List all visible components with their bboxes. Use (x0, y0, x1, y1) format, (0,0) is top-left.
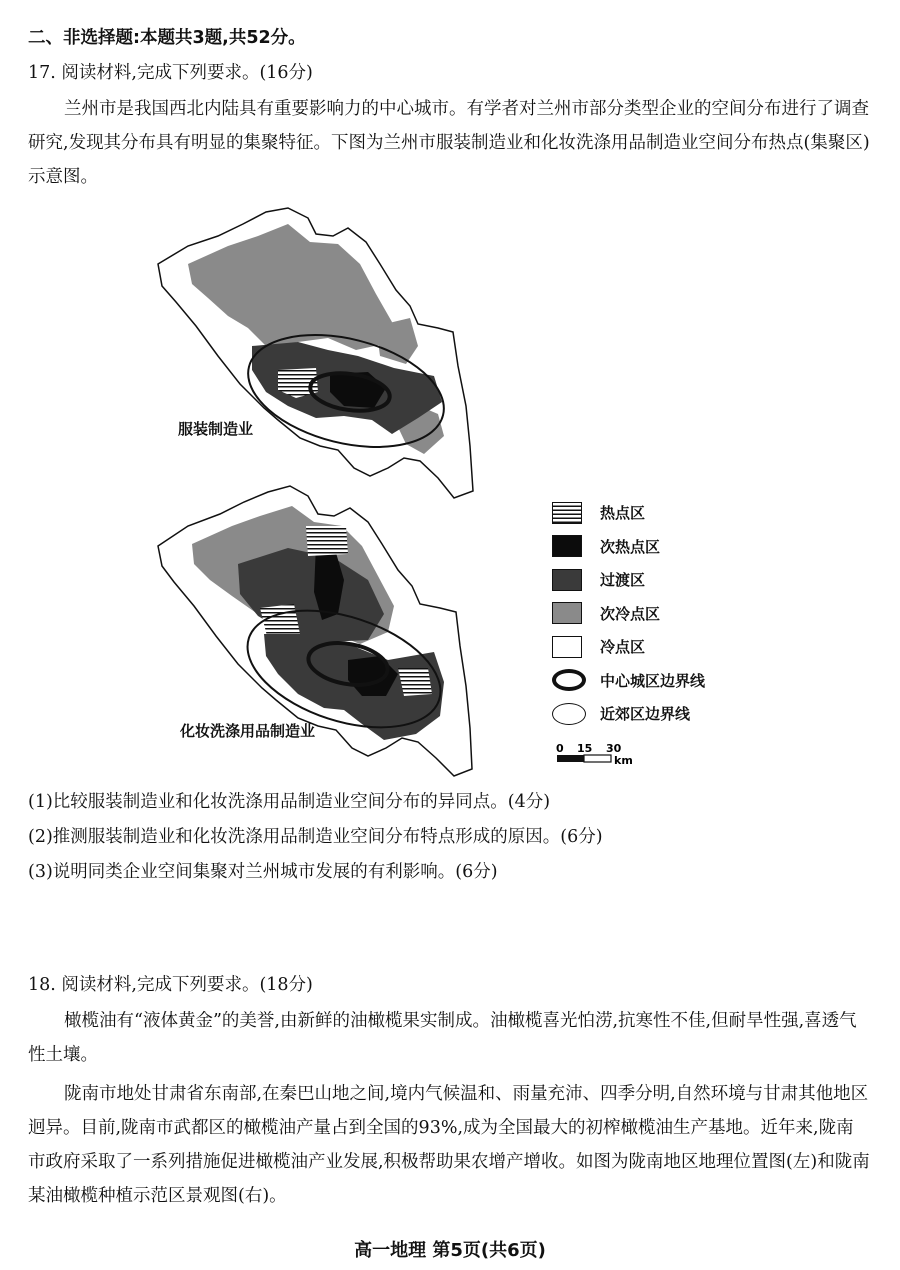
legend-label: 次热点区 (600, 537, 661, 556)
legend-label: 中心城区边界线 (600, 671, 706, 690)
q17-sub1: (1)比较服装制造业和化妆洗涤用品制造业空间分布的异同点。(4分) (28, 792, 551, 812)
legend-item-transition (552, 563, 752, 597)
clothing-hotspot-map (148, 206, 488, 506)
legend-item-hot (552, 496, 752, 530)
legend-item-subhot (552, 530, 752, 564)
section-heading: 二、非选择题:本题共3题,共52分。 (28, 28, 306, 48)
thin-ellipse-icon (552, 703, 586, 725)
dark-gray-swatch-icon (552, 569, 582, 591)
q18-para2: 陇南市地处甘肃省东南部,在秦巴山地之间,境内气候温和、雨量充沛、四季分明,自然环境与甘肃其他地区迥异。目前,陇南市武都区的橄榄油产量占到全国的93%,成为全国最大的初榨橄榄油生产基地。近年来,陇南市政府采取了一系列措施促进橄榄油产业发展,积极帮助果农增产增收。如图为陇南地区地理位置图(左)和陇南某油橄榄种植示范区景观图(右)。 (28, 1084, 870, 1206)
map-legend (552, 496, 752, 731)
q18-para1: 橄榄油有“液体黄金”的美誉,由新鲜的油橄榄果实制成。油橄榄喜光怕涝,抗寒性不佳,但耐旱性强,喜透气性土壤。 (28, 1011, 857, 1065)
q18-title: 18. 阅读材料,完成下列要求。(18分) (28, 975, 313, 995)
map-top-label: 服装制造业 (178, 420, 254, 438)
legend-label: 过渡区 (600, 571, 646, 590)
scale-tick-30: 30 (606, 742, 622, 755)
hatched-swatch-icon (552, 502, 582, 524)
q17-material: 兰州市是我国西北内陆具有重要影响力的中心城市。有学者对兰州市部分类型企业的空间分布进行了调查研究,发现其分布具有明显的集聚特征。下图为兰州市服装制造业和化妆洗涤用品制造业空间分布热点(集聚区)示意图。 (28, 99, 870, 187)
legend-label: 次冷点区 (600, 604, 661, 623)
white-swatch-icon (552, 636, 582, 658)
legend-item-center-boundary (552, 664, 752, 698)
legend-label: 热点区 (600, 504, 646, 523)
scale-unit: km (614, 754, 633, 767)
q17-sub3: (3)说明同类企业空间集聚对兰州城市发展的有利影响。(6分) (28, 862, 498, 882)
page-footer: 高一地理 第5页(共6页) (354, 1240, 546, 1261)
black-swatch-icon (552, 535, 582, 557)
legend-item-cold (552, 630, 752, 664)
legend-label: 冷点区 (600, 638, 646, 657)
map-bottom-label: 化妆洗涤用品制造业 (180, 722, 316, 740)
scale-tick-0: 0 (556, 742, 564, 755)
gray-swatch-icon (552, 602, 582, 624)
scale-bar (556, 742, 646, 774)
scale-bar-graphic (556, 742, 646, 770)
legend-label: 近郊区边界线 (600, 705, 691, 724)
q17-sub2: (2)推测服装制造业和化妆洗涤用品制造业空间分布特点形成的原因。(6分) (28, 827, 603, 847)
legend-item-subcold (552, 597, 752, 631)
scale-tick-15: 15 (577, 742, 593, 755)
thick-ellipse-icon (552, 669, 586, 691)
legend-item-suburb-boundary (552, 697, 752, 731)
q17-title: 17. 阅读材料,完成下列要求。(16分) (28, 63, 313, 83)
